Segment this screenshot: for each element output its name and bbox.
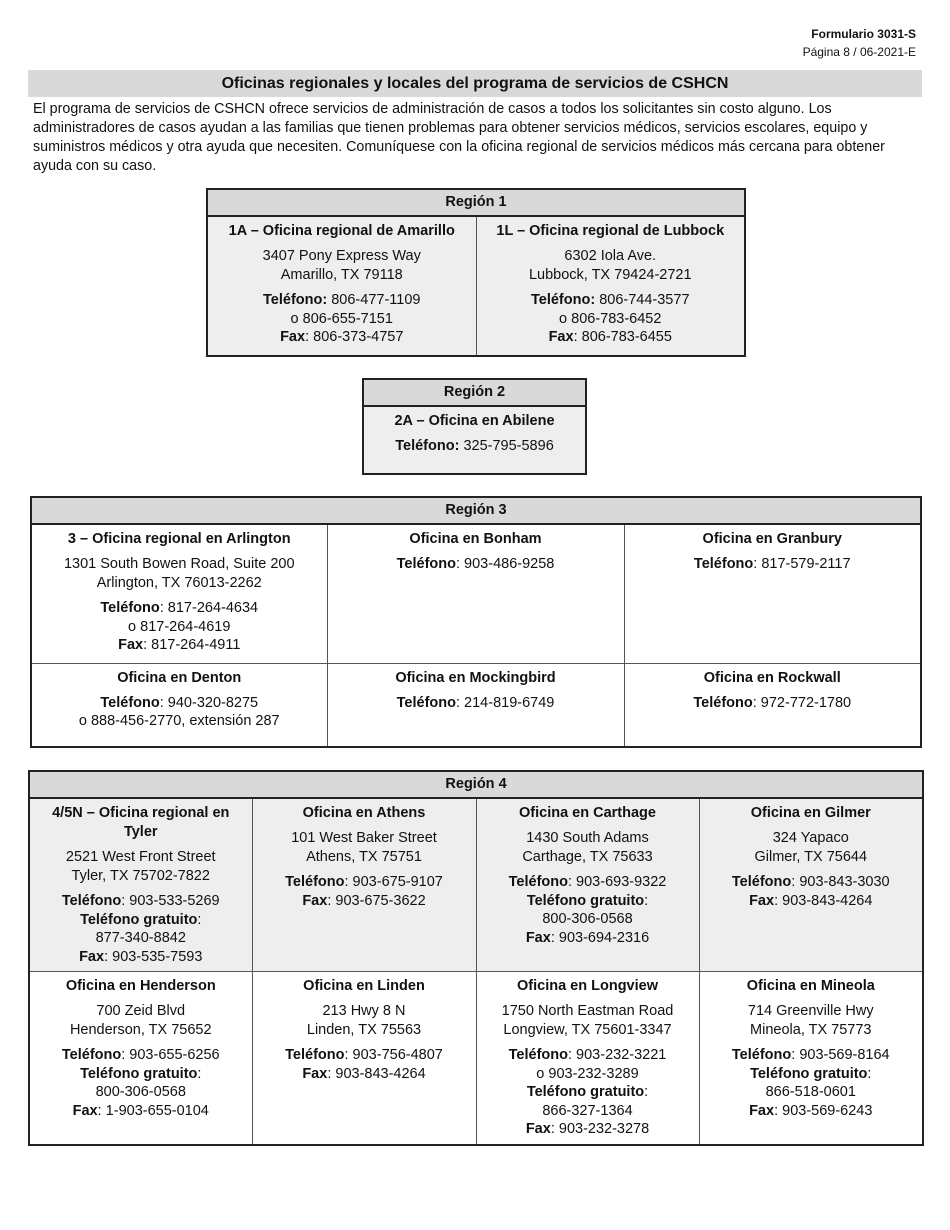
- office-address-line2: Mineola, TX 75773: [750, 1022, 872, 1038]
- fax-label: Fax: [525, 929, 551, 946]
- office-toll-free: 866-327-1364: [542, 1102, 633, 1119]
- region-4-heading: Región 4: [29, 771, 923, 798]
- office-phone: 817-264-4634: [167, 600, 259, 616]
- fax-label: Fax: [525, 1121, 551, 1137]
- phone-label: Teléfono: [693, 556, 754, 572]
- office-phone: 940-320-8275: [167, 694, 259, 711]
- phone-label: Teléfono: [508, 1047, 568, 1063]
- toll-free-label: Teléfono gratuito: [526, 892, 645, 909]
- fax-label: Fax: [302, 1065, 328, 1082]
- phone-label: Teléfono: [395, 438, 455, 454]
- office-address-line1: 213 Hwy 8 N: [322, 1003, 406, 1019]
- office-phone: 903-486-9258: [464, 556, 555, 572]
- office-cell: Oficina en Bonham Teléfono: 903-486-9258: [327, 524, 624, 663]
- toll-free-label: Teléfono gratuito: [526, 1084, 645, 1100]
- fax-label: Fax: [749, 892, 775, 909]
- office-cell: 2A – Oficina en Abilene Teléfono: 325-795-5896: [363, 406, 586, 474]
- page-number: Página 8 / 06-2021-E: [802, 45, 916, 59]
- office-address-line1: 1430 South Adams: [526, 830, 649, 846]
- office-name: Oficina en Linden: [303, 978, 425, 994]
- office-phone: 903-533-5269: [129, 893, 220, 909]
- phone-label: Teléfono: [396, 556, 456, 572]
- office-fax: 903-569-6243: [782, 1102, 873, 1119]
- office-phone-alt: o 817-264-4619: [128, 618, 231, 635]
- office-cell: Oficina en Denton Teléfono: 940-320-8275 o 888-456-2770, extensión 287: [31, 663, 327, 747]
- office-cell: Oficina en Rockwall Teléfono: 972-772-1780: [624, 663, 921, 747]
- office-phone: 817-579-2117: [761, 556, 851, 572]
- office-name: Oficina en Bonham: [409, 531, 542, 547]
- region-2-table: [362, 378, 587, 475]
- office-fax: 903-675-3622: [335, 892, 426, 909]
- office-toll-free: 800-306-0568: [95, 1084, 186, 1100]
- office-address-line2: Athens, TX 75751: [306, 849, 422, 865]
- office-cell: Oficina en Mineola 714 Greenville Hwy Mineola, TX 75773 Teléfono: 903-569-8164 Teléfono gratuito: 866-518-0601 Fax: 903-569-6243: [699, 972, 923, 1145]
- phone-label: Teléfono: [396, 694, 456, 711]
- office-phone: 903-843-3030: [799, 874, 890, 890]
- region-3-heading: Región 3: [31, 497, 921, 524]
- region-1-heading: Región 1: [207, 189, 745, 216]
- office-address-line2: Lubbock, TX 79424-2721: [528, 267, 692, 283]
- office-name: 4/5N – Oficina regional en Tyler: [52, 805, 230, 840]
- region-3-table: [30, 496, 922, 748]
- office-phone: 903-655-6256: [129, 1047, 220, 1063]
- fax-label: Fax: [72, 1102, 98, 1119]
- office-toll-free: 800-306-0568: [542, 911, 633, 927]
- office-address-line1: 1750 North Eastman Road: [501, 1003, 674, 1019]
- office-phone: 972-772-1780: [760, 694, 852, 711]
- office-fax: 903-535-7593: [112, 948, 203, 965]
- office-phone: 903-756-4807: [352, 1047, 443, 1063]
- phone-label: Teléfono: [508, 874, 568, 890]
- region-4-table: [28, 770, 924, 1146]
- office-address-line2: Henderson, TX 75652: [69, 1022, 212, 1038]
- office-cell: Oficina en Henderson 700 Zeid Blvd Henderson, TX 75652 Teléfono: 903-655-6256 Teléfono gratuito: 800-306-0568 Fax: 1-903-655-0104: [29, 972, 252, 1145]
- office-address-line1: 324 Yapaco: [772, 830, 849, 846]
- fax-label: Fax: [548, 329, 574, 345]
- office-phone: 325-795-5896: [463, 438, 554, 454]
- office-phone-alt: o 806-655-7151: [290, 310, 393, 327]
- phone-label: Teléfono: [693, 694, 753, 711]
- office-address-line2: Linden, TX 75563: [306, 1022, 422, 1038]
- office-cell: Oficina en Mockingbird Teléfono: 214-819-6749: [327, 663, 624, 747]
- phone-label: Teléfono: [530, 292, 591, 308]
- office-name: Oficina en Athens: [302, 805, 426, 821]
- office-cell: 1A – Oficina regional de Amarillo 3407 Pony Express Way Amarillo, TX 79118 Teléfono: 806-477-1109 o 806-655-7151 Fax: 806-373-4757: [207, 216, 476, 356]
- office-cell: 1L – Oficina regional de Lubbock 6302 Iola Ave. Lubbock, TX 79424-2721 Teléfono: 806-744-3577 o 806-783-6452 Fax: 806-783-6455: [476, 216, 745, 356]
- phone-label: Teléfono: [100, 600, 160, 616]
- office-address-line2: Gilmer, TX 75644: [754, 849, 868, 865]
- office-name: Oficina en Mineola: [746, 978, 875, 994]
- office-phone: 903-569-8164: [799, 1047, 890, 1063]
- office-name: Oficina en Henderson: [65, 978, 216, 994]
- office-phone-alt: o 888-456-2770, extensión 287: [78, 713, 280, 729]
- office-address-line2: Carthage, TX 75633: [522, 849, 653, 865]
- office-name: 1A – Oficina regional de Amarillo: [228, 223, 455, 239]
- office-fax: 903-694-2316: [558, 929, 650, 946]
- toll-free-label: Teléfono gratuito: [750, 1065, 868, 1082]
- office-phone: 903-693-9322: [576, 874, 667, 890]
- office-name: 3 – Oficina regional en Arlington: [67, 531, 291, 547]
- office-address-line1: 3407 Pony Express Way: [262, 248, 421, 264]
- fax-label: Fax: [118, 637, 144, 653]
- phone-label: Teléfono: [731, 1047, 792, 1063]
- office-fax: 903-843-4264: [335, 1065, 426, 1082]
- phone-label: Teléfono: [731, 874, 792, 890]
- office-toll-free: 877-340-8842: [95, 930, 186, 946]
- intro-paragraph: El programa de servicios de CSHCN ofrece servicios de administración de casos a todos los solicitantes sin costo alguno. Los administradores de casos ayudan a las familias que tienen problemas para obtener servicios médicos, servicios escolares, equipo y suministros médicos y otra ayuda que necesiten. Comuníquese con la oficina regional de servicios médicos más cercana para obtener ayuda con su caso.: [33, 101, 885, 174]
- office-cell: Oficina en Carthage 1430 South Adams Carthage, TX 75633 Teléfono: 903-693-9322 Teléfono gratuito: 800-306-0568 Fax: 903-694-2316: [476, 798, 699, 972]
- phone-label: Teléfono: [285, 1047, 345, 1063]
- office-phone: 806-477-1109: [331, 292, 421, 308]
- office-cell: Oficina en Linden 213 Hwy 8 N Linden, TX 75563 Teléfono: 903-756-4807 Fax: 903-843-4264: [252, 972, 476, 1145]
- region-1-table: [206, 188, 746, 357]
- office-phone: 806-744-3577: [599, 292, 690, 308]
- fax-label: Fax: [302, 892, 328, 909]
- office-fax: 817-264-4911: [151, 637, 241, 653]
- office-address-line1: 714 Greenville Hwy: [747, 1003, 874, 1019]
- office-address-line1: 700 Zeid Blvd: [96, 1003, 186, 1019]
- office-phone-alt: o 903-232-3289: [536, 1065, 639, 1082]
- phone-label: Teléfono: [285, 874, 345, 890]
- office-phone: 214-819-6749: [464, 694, 555, 711]
- office-name: Oficina en Mockingbird: [395, 669, 556, 686]
- office-fax: 903-843-4264: [782, 892, 873, 909]
- office-cell: 3 – Oficina regional en Arlington 1301 South Bowen Road, Suite 200 Arlington, TX 76013-2262 Teléfono: 817-264-4634 o 817-264-4619 Fax: 817-264-4911: [31, 524, 327, 663]
- form-number: Formulario 3031-S: [811, 27, 916, 41]
- office-cell: Oficina en Athens 101 West Baker Street Athens, TX 75751 Teléfono: 903-675-9107 Fax: 903-675-3622: [252, 798, 476, 972]
- page-title: Oficinas regionales y locales del programa de servicios de CSHCN: [28, 70, 922, 97]
- region-2-heading: Región 2: [363, 379, 586, 406]
- office-phone: 903-675-9107: [352, 874, 443, 890]
- office-fax: 806-783-6455: [581, 329, 672, 345]
- office-address-line2: Arlington, TX 76013-2262: [96, 575, 262, 591]
- office-name: Oficina en Longview: [517, 978, 658, 994]
- office-address-line2: Longview, TX 75601-3347: [503, 1022, 672, 1038]
- office-address-line1: 101 West Baker Street: [291, 830, 437, 846]
- fax-label: Fax: [79, 948, 105, 965]
- office-name: Oficina en Carthage: [519, 805, 656, 821]
- office-cell: Oficina en Gilmer 324 Yapaco Gilmer, TX 75644 Teléfono: 903-843-3030 Fax: 903-843-4264: [699, 798, 923, 972]
- phone-label: Teléfono: [263, 292, 323, 308]
- office-name: Oficina en Rockwall: [703, 669, 841, 686]
- office-fax: 806-373-4757: [313, 329, 404, 345]
- office-cell: Oficina en Longview 1750 North Eastman Road Longview, TX 75601-3347 Teléfono: 903-232-3221 o 903-232-3289 Teléfono gratuito: 866-327-1364 Fax: 903-232-3278: [476, 972, 699, 1145]
- office-cell: 4/5N – Oficina regional en Tyler 2521 West Front Street Tyler, TX 75702-7822 Teléfono: 903-533-5269 Teléfono gratuito: 877-340-8842 Fax: 903-535-7593: [29, 798, 252, 972]
- phone-label: Teléfono: [100, 694, 160, 711]
- office-name: Oficina en Denton: [117, 669, 242, 686]
- office-address-line1: 1301 South Bowen Road, Suite 200: [63, 556, 295, 572]
- office-address-line2: Tyler, TX 75702-7822: [71, 868, 210, 884]
- toll-free-label: Teléfono gratuito: [80, 1065, 198, 1082]
- office-phone-alt: o 806-783-6452: [559, 310, 662, 327]
- office-address-line1: 6302 Iola Ave.: [564, 248, 657, 264]
- toll-free-label: Teléfono gratuito: [80, 911, 198, 928]
- fax-label: Fax: [280, 329, 306, 345]
- office-fax: 1-903-655-0104: [105, 1102, 209, 1119]
- phone-label: Teléfono: [61, 1047, 122, 1063]
- office-address-line1: 2521 West Front Street: [65, 849, 216, 865]
- office-name: 2A – Oficina en Abilene: [394, 413, 555, 429]
- office-toll-free: 866-518-0601: [765, 1084, 856, 1100]
- office-fax: 903-232-3278: [558, 1121, 650, 1137]
- office-name: Oficina en Gilmer: [750, 805, 871, 821]
- office-address-line2: Amarillo, TX 79118: [280, 267, 403, 283]
- office-name: 1L – Oficina regional de Lubbock: [496, 223, 725, 239]
- office-phone: 903-232-3221: [576, 1047, 667, 1063]
- office-cell: Oficina en Granbury Teléfono: 817-579-2117: [624, 524, 921, 663]
- phone-label: Teléfono: [61, 893, 122, 909]
- fax-label: Fax: [749, 1102, 775, 1119]
- office-name: Oficina en Granbury: [702, 531, 842, 547]
